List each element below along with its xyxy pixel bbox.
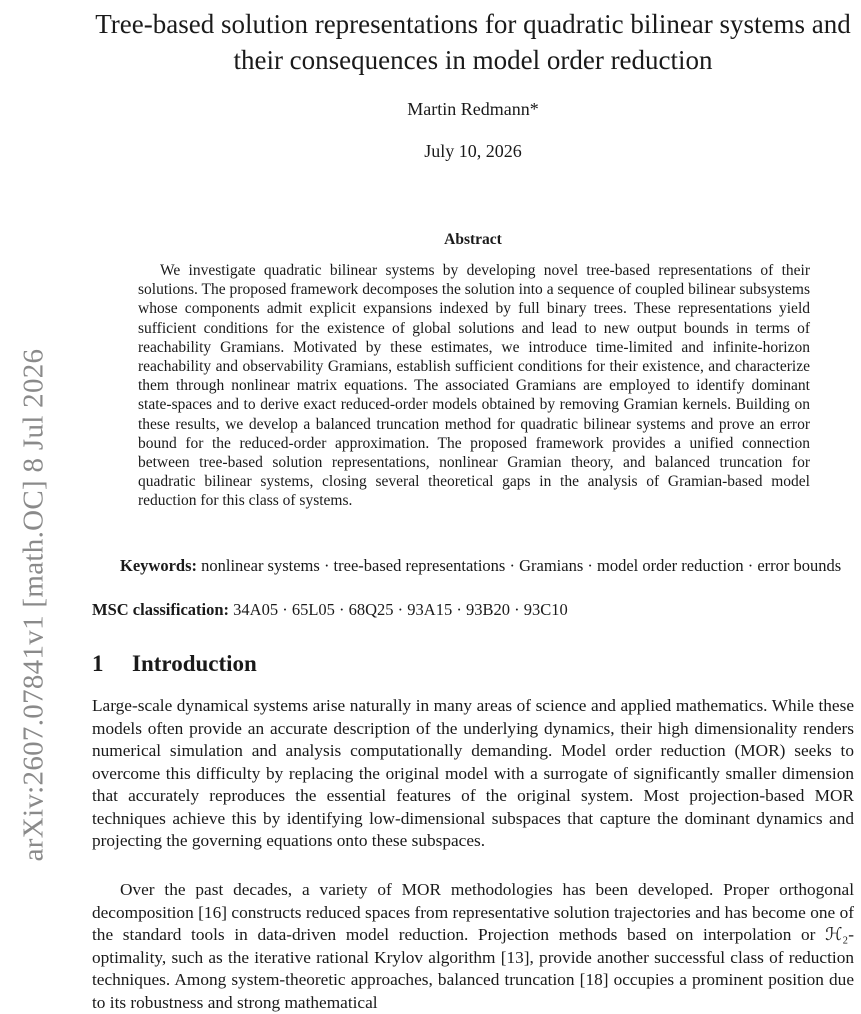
- arxiv-sidebar: [0, 0, 60, 1000]
- abstract-heading: Abstract: [444, 231, 502, 248]
- paper-title: Tree-based solution representations for quadratic bilinear systems and their consequences in model order reduction: [95, 9, 851, 75]
- intro-paragraph-1: Large-scale dynamical systems arise naturally in many areas of science and applied mathematics. While these models often provide an accurate description of the underlying dynamics, their high dimensionality renders numerical simulation and analysis computationally demanding. Model order reduction (MOR) seeks to overcome this difficulty by replacing the original model with a surrogate of significantly smaller dimension that accurately reproduces the essential features of the original system. Most projection-based MOR techniques achieve this by identifying low-dimensional subspaces that capture the dominant dynamics and projecting the governing equations onto these subspaces.: [92, 696, 854, 850]
- section-title: Introduction: [132, 651, 257, 676]
- msc-line: [92, 599, 854, 621]
- msc-text: 34A05 · 65L05 · 68Q25 · 93A15 · 93B20 · 93C10: [233, 600, 568, 619]
- abstract-text: We investigate quadratic bilinear systems by developing novel tree-based representations of their solutions. The proposed framework decomposes the solution into a sequence of coupled bilinear subsystems whose components admit explicit expansions indexed by full binary trees. These representations yield sufficient conditions for the existence of global solutions and lead to new output bounds in terms of reachability Gramians. Motivated by these estimates, we introduce time-limited and infinite-horizon reachability and observability Gramians, establish sufficient conditions for their existence, and characterize them through nonlinear matrix equations. The associated Gramians are employed to identify dominant state-spaces and to derive exact reduced-order models obtained by removing Gramian kernels. Building on these results, we develop a balanced truncation method for quadratic bilinear systems and prove an error bound for the reduced-order approximation. The proposed framework provides a unified connection between tree-based solution representations, nonlinear Gramian theory, and balanced truncation for quadratic bilinear systems, closing several theoretical gaps in the analysis of Gramian-based model reduction for this class of systems.: [138, 262, 810, 510]
- keywords-line: [92, 555, 854, 577]
- section-number: 1: [92, 651, 104, 676]
- intro-paragraph-2: Over the past decades, a variety of MOR methodologies has been developed. Proper orthogonal decomposition [16] constructs reduced spaces from representative solution trajectories and has become one of the standard tools in data-driven model reduction. Projection methods based on interpolation or ℋ₂-optimality, such as the iterative rational Krylov algorithm [13], provide another successful class of reduction techniques. Among system-theoretic approaches, balanced truncation [18] occupies a prominent position due to its robustness and strong mathematical: [92, 880, 854, 1012]
- paper-date: July 10, 2026: [424, 141, 522, 161]
- keywords-label: Keywords:: [120, 556, 197, 575]
- section-heading: [92, 651, 257, 677]
- keywords-text: nonlinear systems · tree-based representations · Gramians · model order reduction · error bounds: [201, 556, 842, 575]
- paper-author: Martin Redmann*: [407, 99, 539, 119]
- arxiv-identifier: arXiv:2607.07841v1 [math.OC] 8 Jul 2026: [17, 348, 50, 862]
- msc-label: MSC classification:: [92, 600, 230, 619]
